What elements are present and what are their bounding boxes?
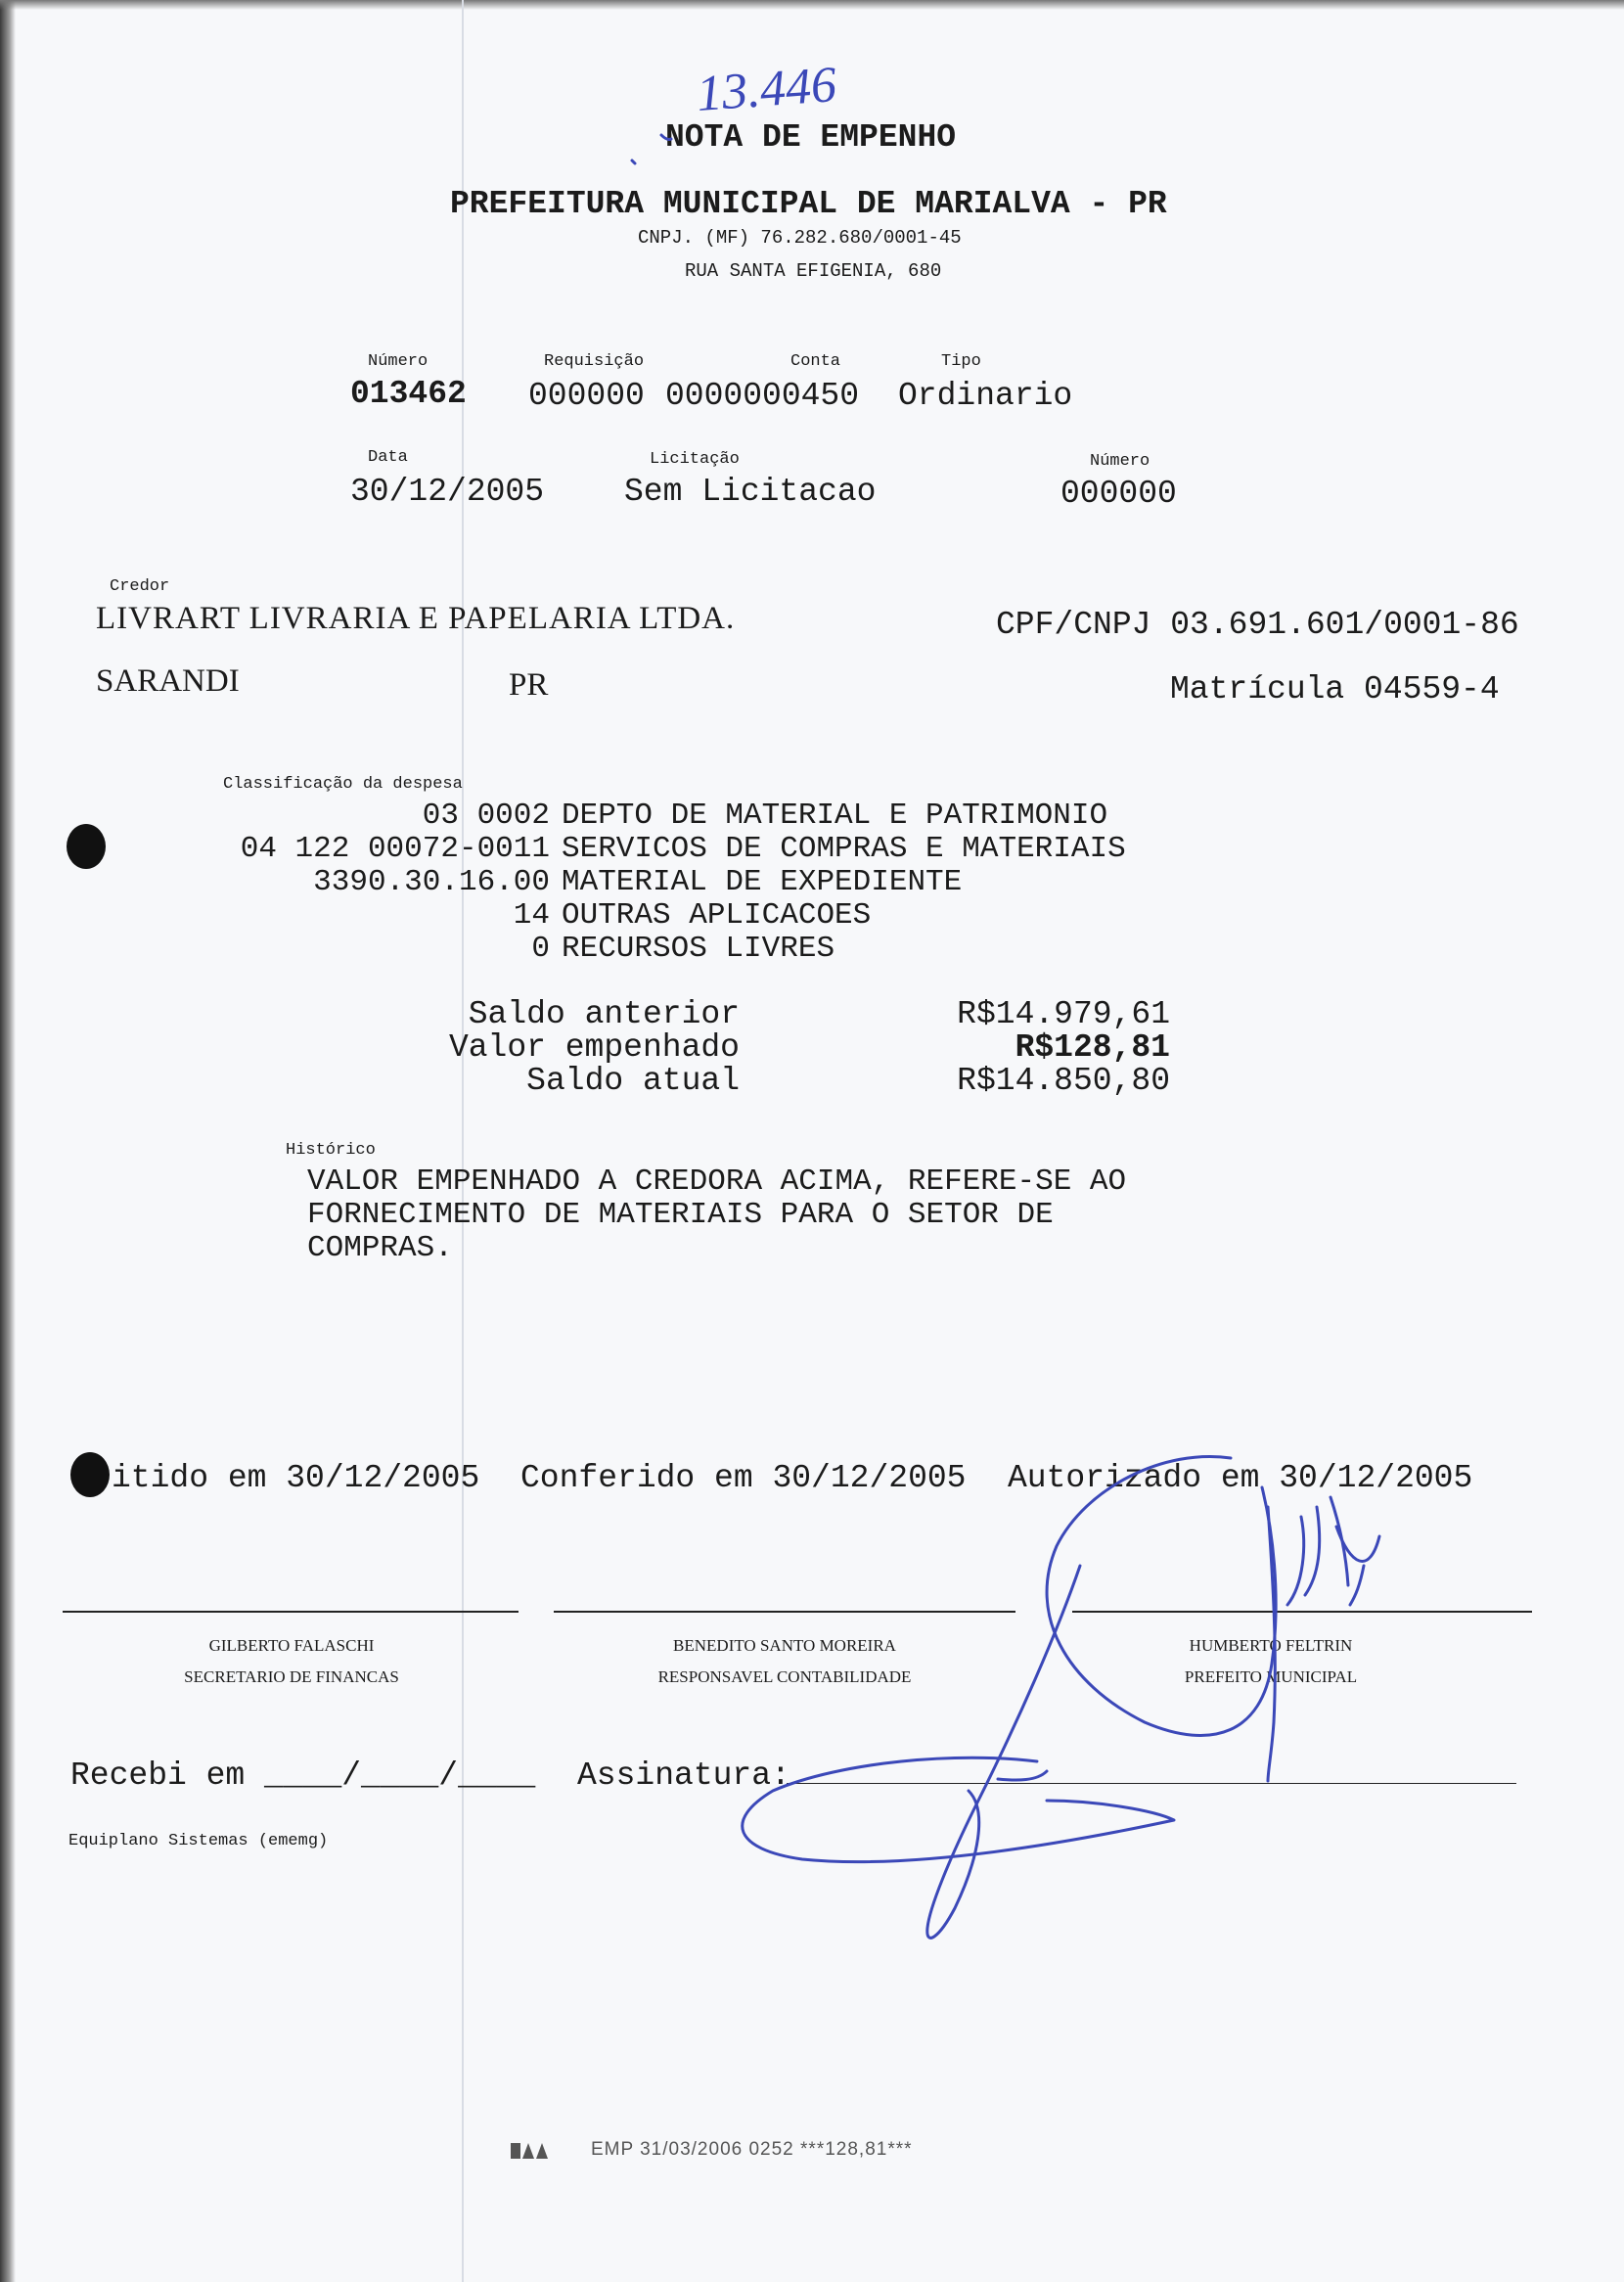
requisicao-label: Requisição	[544, 352, 645, 371]
saldo-anterior-value: R$14.979,61	[957, 996, 1170, 1032]
classificacao-desc: RECURSOS LIVRES	[562, 932, 835, 966]
requisicao-value: 000000	[528, 378, 645, 414]
saldo-atual-label: Saldo atual	[526, 1063, 740, 1099]
credor-label: Credor	[110, 577, 170, 596]
classificacao-desc: MATERIAL DE EXPEDIENTE	[562, 865, 963, 899]
signatory-role: RESPONSAVEL CONTABILIDADE	[657, 1667, 912, 1686]
saldo-atual-value: R$14.850,80	[957, 1063, 1170, 1099]
classificacao-code: 03 0002	[422, 799, 550, 833]
emitido-date: itido em 30/12/2005	[112, 1460, 480, 1496]
credor-name: LIVRART LIVRARIA E PAPELARIA LTDA.	[96, 601, 736, 636]
processing-stamp: EMP 31/03/2006 0252 ***128,81***	[591, 2139, 913, 2160]
signatory-name: BENEDITO SANTO MOREIRA	[673, 1636, 896, 1655]
credor-matricula: Matrícula 04559-4	[1170, 671, 1500, 707]
classificacao-desc: OUTRAS APLICACOES	[562, 898, 872, 933]
numero-value: 013462	[350, 376, 467, 412]
organization-name: PREFEITURA MUNICIPAL DE MARIALVA - PR	[450, 186, 1167, 222]
handwritten-number: 13.446	[695, 57, 838, 122]
licitacao-label: Licitação	[650, 450, 740, 469]
classificacao-code: 0	[531, 932, 550, 966]
credor-state: PR	[509, 667, 549, 703]
credor-city: SARANDI	[96, 663, 240, 699]
valor-empenhado-value: R$128,81	[1015, 1029, 1170, 1066]
saldo-anterior-label: Saldo anterior	[468, 996, 740, 1032]
numero2-value: 000000	[1060, 476, 1177, 512]
classificacao-desc: SERVICOS DE COMPRAS E MATERIAIS	[562, 832, 1126, 866]
classificacao-label: Classificação da despesa	[223, 775, 463, 794]
data-label: Data	[368, 448, 408, 467]
recebi-em-field: Recebi em ____/____/____	[70, 1757, 536, 1794]
historico-line: VALOR EMPENHADO A CREDORA ACIMA, REFERE-SE AO	[307, 1164, 1127, 1199]
tipo-value: Ordinario	[898, 378, 1073, 414]
signatory-role: PREFEITO MUNICIPAL	[1184, 1667, 1358, 1686]
numero2-label: Número	[1090, 452, 1150, 471]
signatory-name: GILBERTO FALASCHI	[208, 1636, 375, 1655]
signatory-name: HUMBERTO FELTRIN	[1189, 1636, 1353, 1655]
conta-value: 0000000450	[665, 378, 860, 414]
classificacao-code: 14	[513, 898, 550, 933]
assinatura-label: Assinatura:	[577, 1757, 790, 1794]
document-title: NOTA DE EMPENHO	[665, 119, 957, 156]
software-credit: Equiplano Sistemas (ememg)	[68, 1832, 329, 1850]
historico-line: FORNECIMENTO DE MATERIAIS PARA O SETOR DE	[307, 1198, 1054, 1232]
tipo-label: Tipo	[941, 352, 981, 371]
conferido-date: Conferido em 30/12/2005	[520, 1460, 967, 1496]
numero-label: Número	[368, 352, 429, 371]
data-value: 30/12/2005	[350, 474, 545, 510]
historico-label: Histórico	[286, 1141, 376, 1160]
organization-address: RUA SANTA EFIGENIA, 680	[685, 260, 942, 282]
credor-cpf-cnpj: CPF/CNPJ 03.691.601/0001-86	[996, 607, 1519, 643]
licitacao-value: Sem Licitacao	[624, 474, 877, 510]
conta-label: Conta	[790, 352, 841, 371]
valor-empenhado-label: Valor empenhado	[448, 1029, 740, 1066]
classificacao-code: 04 122 00072-0011	[240, 832, 550, 866]
signatory-role: SECRETARIO DE FINANCAS	[184, 1667, 399, 1686]
historico-line: COMPRAS.	[307, 1231, 453, 1265]
organization-cnpj: CNPJ. (MF) 76.282.680/0001-45	[638, 227, 962, 249]
classificacao-desc: DEPTO DE MATERIAL E PATRIMONIO	[562, 799, 1108, 833]
autorizado-date: Autorizado em 30/12/2005	[1008, 1460, 1473, 1496]
classificacao-code: 3390.30.16.00	[313, 865, 550, 899]
